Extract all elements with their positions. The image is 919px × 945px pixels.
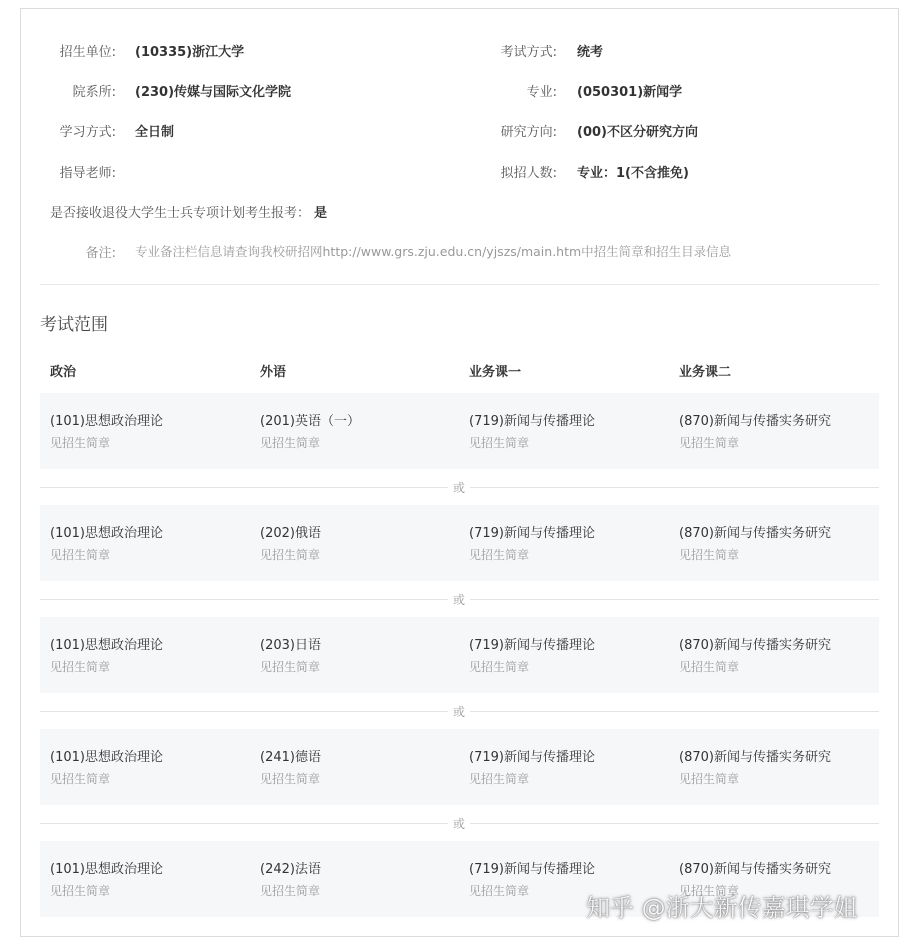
exam-combination-row <box>40 505 879 581</box>
exam-subject-name: (201)英语（一） <box>260 414 360 429</box>
exam-subject-note: 见招生简章 <box>469 772 530 786</box>
or-separator <box>40 814 879 834</box>
exam-subject-note: 见招生简章 <box>679 548 740 562</box>
exam-subject-name: (719)新闻与传播理论 <box>469 862 595 877</box>
exam-subject-note: 见招生简章 <box>679 884 740 898</box>
exam-subject-note: 见招生简章 <box>260 660 321 674</box>
exam-subject-name: (719)新闻与传播理论 <box>469 750 595 765</box>
quota-label: 拟招人数: <box>500 165 557 181</box>
exam-subject-name: (870)新闻与传播实务研究 <box>679 638 831 653</box>
exam-mode-value: 统考 <box>577 44 604 60</box>
exam-combination-row <box>40 729 879 805</box>
advisor-label: 指导老师: <box>59 165 116 181</box>
unit-value: (10335)浙江大学 <box>135 44 245 60</box>
exam-subject-note: 见招生简章 <box>50 548 111 562</box>
exam-subject-name: (101)思想政治理论 <box>50 414 163 429</box>
or-label: 或 <box>448 591 470 608</box>
exam-subject-note: 见招生简章 <box>679 660 740 674</box>
veteran-row <box>50 201 327 221</box>
remark-value: 专业备注栏信息请查询我校研招网http://www.grs.zju.edu.cn/yjszs/main.htm中招生简章和招生目录信息 <box>135 244 732 259</box>
exam-subject-name: (101)思想政治理论 <box>50 526 163 541</box>
unit-label: 招生单位: <box>59 44 116 60</box>
exam-subject-name: (870)新闻与传播实务研究 <box>679 862 831 877</box>
or-separator <box>40 702 879 722</box>
exam-subject-name: (242)法语 <box>260 862 321 877</box>
dept-row <box>20 80 291 100</box>
exam-subject-name: (719)新闻与传播理论 <box>469 526 595 541</box>
quota-value: 专业：1(不含推免) <box>577 165 689 181</box>
exam-subject-note: 见招生简章 <box>260 548 321 562</box>
exam-subject-note: 见招生简章 <box>469 548 530 562</box>
exam-subject-name: (101)思想政治理论 <box>50 638 163 653</box>
exam-subject-name: (202)俄语 <box>260 526 321 541</box>
exam-mode-label: 考试方式: <box>500 44 557 60</box>
exam-subject-note: 见招生简章 <box>50 772 111 786</box>
or-label: 或 <box>448 479 470 496</box>
exam-subject-name: (870)新闻与传播实务研究 <box>679 750 831 765</box>
header-course-two: 业务课二 <box>679 365 732 380</box>
exam-subject-note: 见招生简章 <box>50 660 111 674</box>
or-label: 或 <box>448 703 470 720</box>
exam-mode-row <box>460 40 603 60</box>
exam-subject-name: (870)新闻与传播实务研究 <box>679 526 831 541</box>
exam-subject-name: (719)新闻与传播理论 <box>469 414 595 429</box>
exam-scope-title: 考试范围 <box>40 315 108 335</box>
exam-subject-note: 见招生简章 <box>50 436 111 450</box>
veteran-label: 是否接收退役大学生士兵专项计划考生报考： <box>50 205 311 221</box>
exam-subject-note: 见招生简章 <box>469 660 530 674</box>
exam-combination-row <box>40 393 879 469</box>
exam-subject-note: 见招生简章 <box>260 884 321 898</box>
remark-label: 备注: <box>85 245 116 261</box>
veteran-value: 是 <box>314 205 328 221</box>
major-value: (050301)新闻学 <box>577 84 683 100</box>
header-course-one: 业务课一 <box>469 365 522 380</box>
or-separator <box>40 590 879 610</box>
dept-label: 院系所: <box>72 84 116 100</box>
study-mode-label: 学习方式: <box>59 124 116 140</box>
dept-value: (230)传媒与国际文化学院 <box>135 84 292 100</box>
direction-value: (00)不区分研究方向 <box>577 124 698 140</box>
exam-subject-note: 见招生简章 <box>260 436 321 450</box>
unit-row <box>20 40 244 60</box>
section-divider <box>40 284 879 285</box>
exam-subject-note: 见招生简章 <box>260 772 321 786</box>
exam-subject-name: (203)日语 <box>260 638 321 653</box>
direction-label: 研究方向: <box>500 124 557 140</box>
major-label: 专业: <box>526 84 557 100</box>
or-label: 或 <box>448 815 470 832</box>
exam-subject-note: 见招生简章 <box>679 772 740 786</box>
study-mode-row <box>20 120 174 140</box>
exam-subject-name: (101)思想政治理论 <box>50 750 163 765</box>
exam-subject-name: (101)思想政治理论 <box>50 862 163 877</box>
major-row <box>460 80 682 100</box>
quota-row <box>460 161 689 181</box>
exam-subject-name: (719)新闻与传播理论 <box>469 638 595 653</box>
exam-subject-note: 见招生简章 <box>50 884 111 898</box>
exam-subject-note: 见招生简章 <box>469 884 530 898</box>
header-politics: 政治 <box>50 365 77 380</box>
exam-subject-name: (870)新闻与传播实务研究 <box>679 414 831 429</box>
remark-row <box>20 241 731 261</box>
exam-subject-name: (241)德语 <box>260 750 321 765</box>
or-separator <box>40 478 879 498</box>
source-watermark: 知乎 @浙大新传嘉琪学姐 <box>586 894 858 922</box>
direction-row <box>460 120 698 140</box>
exam-subject-note: 见招生简章 <box>469 436 530 450</box>
header-language: 外语 <box>260 365 287 380</box>
advisor-row <box>20 161 135 181</box>
exam-combination-row <box>40 617 879 693</box>
study-mode-value: 全日制 <box>135 124 175 140</box>
exam-subject-note: 见招生简章 <box>679 436 740 450</box>
